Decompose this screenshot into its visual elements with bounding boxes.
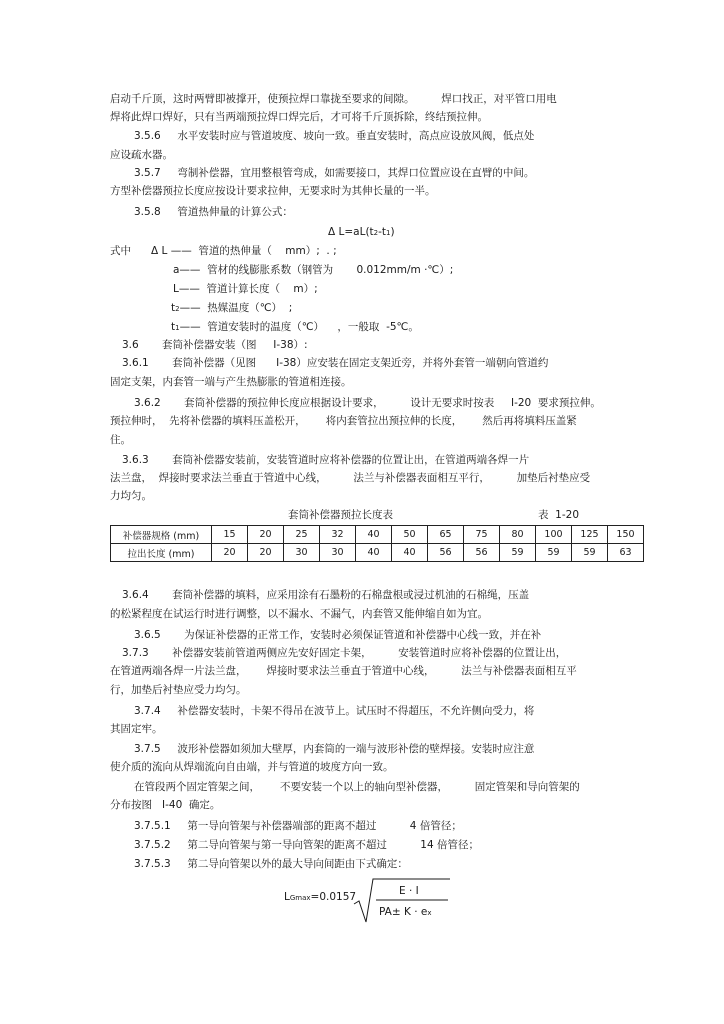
text-line: 式中 Δ L —— 管道的热伸量（ mm）; . ; bbox=[110, 245, 337, 257]
formula-numerator: E · I bbox=[399, 885, 419, 897]
table-cell: 25 bbox=[284, 526, 320, 544]
text-line: 固定支架，内套管一端与产生热膨胀的管道相连接。 bbox=[110, 376, 352, 388]
table-title: 套筒补偿器预拉长度表 bbox=[288, 509, 393, 521]
text-line: 3.6.2 套筒补偿器的预拉伸长度应根据设计要求， 设计无要求时按表 I-20 要求预拉伸。 bbox=[134, 397, 601, 409]
t1-symbol: t1 bbox=[171, 321, 180, 333]
text-line: a—— 管材的线膨胀系数（钢管为 0.012mm/m ·℃）; bbox=[173, 264, 454, 276]
table-cell: 75 bbox=[464, 526, 500, 544]
text-line: t2—— 热媒温度（℃） ; bbox=[171, 302, 293, 314]
text-line: 3.7.5.3 第二导向管架以外的最大导向间距由下式确定： bbox=[134, 858, 408, 870]
table-cell: 40 bbox=[356, 544, 392, 562]
table-cell: 100 bbox=[536, 526, 572, 544]
formula-lhs: LGmax=0.0157 bbox=[284, 891, 357, 903]
table-cell: 59 bbox=[536, 544, 572, 562]
table-cell: 20 bbox=[248, 544, 284, 562]
text-line: 力均匀。 bbox=[110, 490, 152, 502]
table-cell: 65 bbox=[428, 526, 464, 544]
table-row bbox=[111, 544, 644, 562]
table-cell: 15 bbox=[212, 526, 248, 544]
text-line: 3.6.5 为保证补偿器的正常工作，安装时必须保证管道和补偿器中心线一致，并在补 bbox=[134, 629, 542, 641]
table-cell: 20 bbox=[248, 526, 284, 544]
row-header: 拉出长度 (mm) bbox=[111, 544, 212, 562]
guide-spacing-formula bbox=[284, 876, 464, 926]
text-line: 使介质的流向从焊端流向自由端，并与管道的坡度方向一致。 bbox=[110, 761, 394, 773]
table-cell: 40 bbox=[392, 544, 428, 562]
text-line: 3.6.3 套筒补偿器安装前，安装管道时应将补偿器的位置让出，在管道两端各焊一片 bbox=[122, 454, 530, 466]
table-cell: 125 bbox=[572, 526, 608, 544]
text-line: 住。 bbox=[110, 434, 131, 446]
table-number: 表 1-20 bbox=[538, 509, 580, 521]
table-cell: 150 bbox=[608, 526, 644, 544]
text-line: 3.6.1 套筒补偿器（见图 I-38）应安装在固定支架近旁，并将外套管一端朝向管道约 bbox=[122, 357, 549, 369]
text-line: 其固定牢。 bbox=[110, 723, 163, 735]
text-line: 在管段两个固定管架之间， 不要安装一个以上的轴向型补偿器， 固定管架和导向管架的 bbox=[134, 781, 580, 793]
text-line: 行，加垫后衬垫应受力均匀。 bbox=[110, 684, 247, 696]
text-line: 启动千斤顶，这时两臂即被撑开，使预拉焊口靠拢至要求的间隙。 焊口找正，对平管口用电 bbox=[110, 93, 557, 105]
text-line: 焊将此焊口焊好，只有当两端预拉焊口焊完后，才可将千斤顶拆除，终结预拉伸。 bbox=[110, 111, 488, 123]
text-line: 3.7.3 补偿器安装前管道两侧应先安好固定卡架， 安装管道时应将补偿器的位置让出， bbox=[122, 647, 567, 659]
text-line: 分布按图 I-40 确定。 bbox=[110, 799, 221, 811]
text-line: 在管道两端各焊一片法兰盘， 焊接时要求法兰垂直于管道中心线， 法兰与补偿器表面相互平 bbox=[110, 665, 577, 677]
table-cell: 63 bbox=[608, 544, 644, 562]
table-cell: 50 bbox=[392, 526, 428, 544]
table-cell: 32 bbox=[320, 526, 356, 544]
table-cell: 20 bbox=[212, 544, 248, 562]
table-cell: 56 bbox=[464, 544, 500, 562]
text-line: 3.6.4 套筒补偿器的填料，应采用涂有石墨粉的石棉盘根或浸过机油的石棉绳，压盖 bbox=[122, 589, 530, 601]
text-line: 3.7.4 补偿器安装时，卡架不得吊在波节上。试压时不得超压，不允许侧向受力，将 bbox=[134, 705, 535, 717]
table-cell: 40 bbox=[356, 526, 392, 544]
text-line: 法兰盘， 焊接时要求法兰垂直于管道中心线， 法兰与补偿器表面相互平行， 加垫后衬垫应受 bbox=[110, 472, 591, 484]
table-cell: 59 bbox=[500, 544, 536, 562]
t2-symbol: t2 bbox=[171, 302, 180, 314]
text-line: 方型补偿器预拉长度应按设计要求拉伸，无要求时为其伸长量的一半。 bbox=[110, 185, 436, 197]
section-heading: 3.6 套筒补偿器安装（图 I-38）: bbox=[122, 339, 308, 351]
thermal-expansion-formula: Δ L=aL(t2-t1) bbox=[328, 226, 395, 238]
table-cell: 30 bbox=[284, 544, 320, 562]
text-line: 预拉伸时， 先将补偿器的填料压盖松开， 将内套管拉出预拉伸的长度， 然后再将填料压盖紧 bbox=[110, 415, 577, 427]
text-line: L—— 管道计算长度（ m）; bbox=[173, 283, 318, 295]
table-cell: 30 bbox=[320, 544, 356, 562]
table-cell: 56 bbox=[428, 544, 464, 562]
text-line: 3.5.7 弯制补偿器，宜用整根管弯成，如需要接口，其焊口位置应设在直臂的中间。 bbox=[134, 167, 535, 179]
text-line: 应设疏水器。 bbox=[110, 149, 173, 161]
text-line: 3.5.6 水平安装时应与管道坡度、坡向一致。垂直安装时，高点应设放风阀，低点处 bbox=[134, 130, 535, 142]
compensator-prestretch-table bbox=[110, 525, 644, 562]
formula-denominator: PA± K · ex bbox=[379, 906, 432, 918]
text-line: 3.7.5 波形补偿器如须加大壁厚，内套筒的一端与波形补偿的壁焊接。安装时应注意 bbox=[134, 743, 535, 755]
text-line: 3.7.5.2 第二导向管架与第一导向管架的距离不超过 14 倍管径； bbox=[134, 839, 479, 851]
table-row bbox=[111, 526, 644, 544]
table-cell: 59 bbox=[572, 544, 608, 562]
section-heading: 3.5.8 管道热伸量的计算公式： bbox=[134, 206, 293, 218]
row-header: 补偿器规格 (mm) bbox=[111, 526, 212, 544]
table-cell: 80 bbox=[500, 526, 536, 544]
text-line: 3.7.5.1 第一导向管架与补偿器端部的距离不超过 4 倍管径； bbox=[134, 820, 462, 832]
text-line: t1—— 管道安装时的温度（℃） ，一般取 -5℃。 bbox=[171, 321, 419, 333]
text-line: 的松紧程度在试运行时进行调整，以不漏水、不漏气，内套管又能伸缩自如为宜。 bbox=[110, 608, 488, 620]
